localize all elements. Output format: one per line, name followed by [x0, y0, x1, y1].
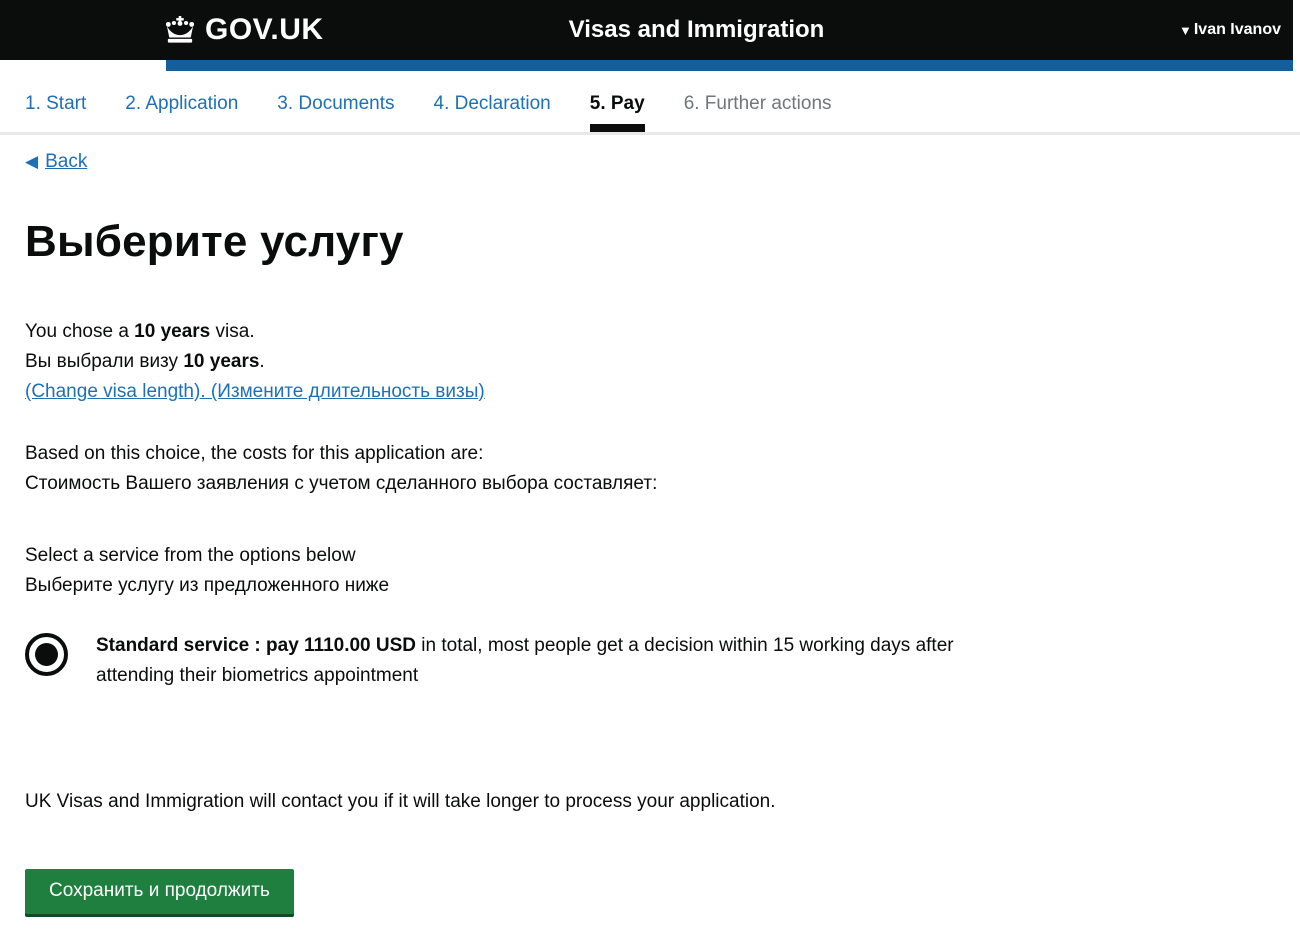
page-title: Выберите услугу	[25, 217, 404, 266]
govuk-header	[0, 0, 1293, 60]
visa-length-en: 10 years	[134, 321, 211, 342]
tab-application[interactable]: 2. Application	[125, 93, 239, 114]
select-line-en: Select a service from the options below	[25, 545, 356, 566]
tab-documents[interactable]: 3. Documents	[277, 93, 395, 114]
chosen-visa-line-ru: Вы выбрали визу 10 years.	[25, 351, 265, 372]
user-name: Ivan Ivanov	[1193, 21, 1281, 38]
radio-standard-service[interactable]	[25, 633, 68, 676]
main-content	[25, 217, 1005, 947]
costs-paragraph	[25, 439, 1005, 499]
select-service-paragraph	[25, 541, 1005, 601]
progress-tabs	[0, 71, 1300, 135]
back-arrow-icon: ◀	[25, 152, 39, 171]
tab-pay[interactable]: 5. Pay	[590, 93, 645, 132]
chevron-down-icon: ▼	[1178, 22, 1192, 38]
chosen-visa-line-en: You chose a 10 years visa.	[25, 321, 255, 342]
logo-text: GOV.UK	[205, 13, 324, 46]
costs-line-ru: Стоимость Вашего заявления с учетом сделанного выбора составляет:	[25, 473, 658, 494]
service-option-label-bold: Standard service : pay 1110.00 USD	[96, 635, 417, 656]
tab-further-actions: 6. Further actions	[683, 93, 832, 114]
processing-note: UK Visas and Immigration will contact you if it will take longer to process your application.	[25, 791, 776, 812]
tab-declaration[interactable]: 4. Declaration	[433, 93, 551, 114]
service-option-label	[96, 631, 974, 691]
back-link[interactable]: Back	[45, 151, 88, 172]
change-visa-length-link[interactable]: (Change visa length). (Измените длительность визы)	[25, 381, 485, 402]
costs-line-en: Based on this choice, the costs for this application are:	[25, 443, 484, 464]
service-option-label-rest: in total, most people get a decision within 15 working days after attending their biometrics appointment	[96, 635, 954, 686]
govuk-logo[interactable]	[163, 13, 360, 47]
crown-icon	[163, 16, 197, 44]
radio-selected-dot	[35, 643, 58, 666]
save-and-continue-button[interactable]: Сохранить и продолжить	[25, 869, 294, 914]
back-row	[25, 151, 1300, 173]
tab-start[interactable]: 1. Start	[25, 93, 87, 114]
service-option-standard	[25, 631, 1005, 691]
service-title: Visas and Immigration	[568, 16, 825, 43]
visa-length-ru: 10 years	[183, 351, 260, 372]
user-menu[interactable]	[1179, 21, 1281, 39]
chosen-visa-paragraph	[25, 317, 1005, 407]
header-blue-bar	[166, 60, 1293, 71]
select-line-ru: Выберите услугу из предложенного ниже	[25, 575, 390, 596]
